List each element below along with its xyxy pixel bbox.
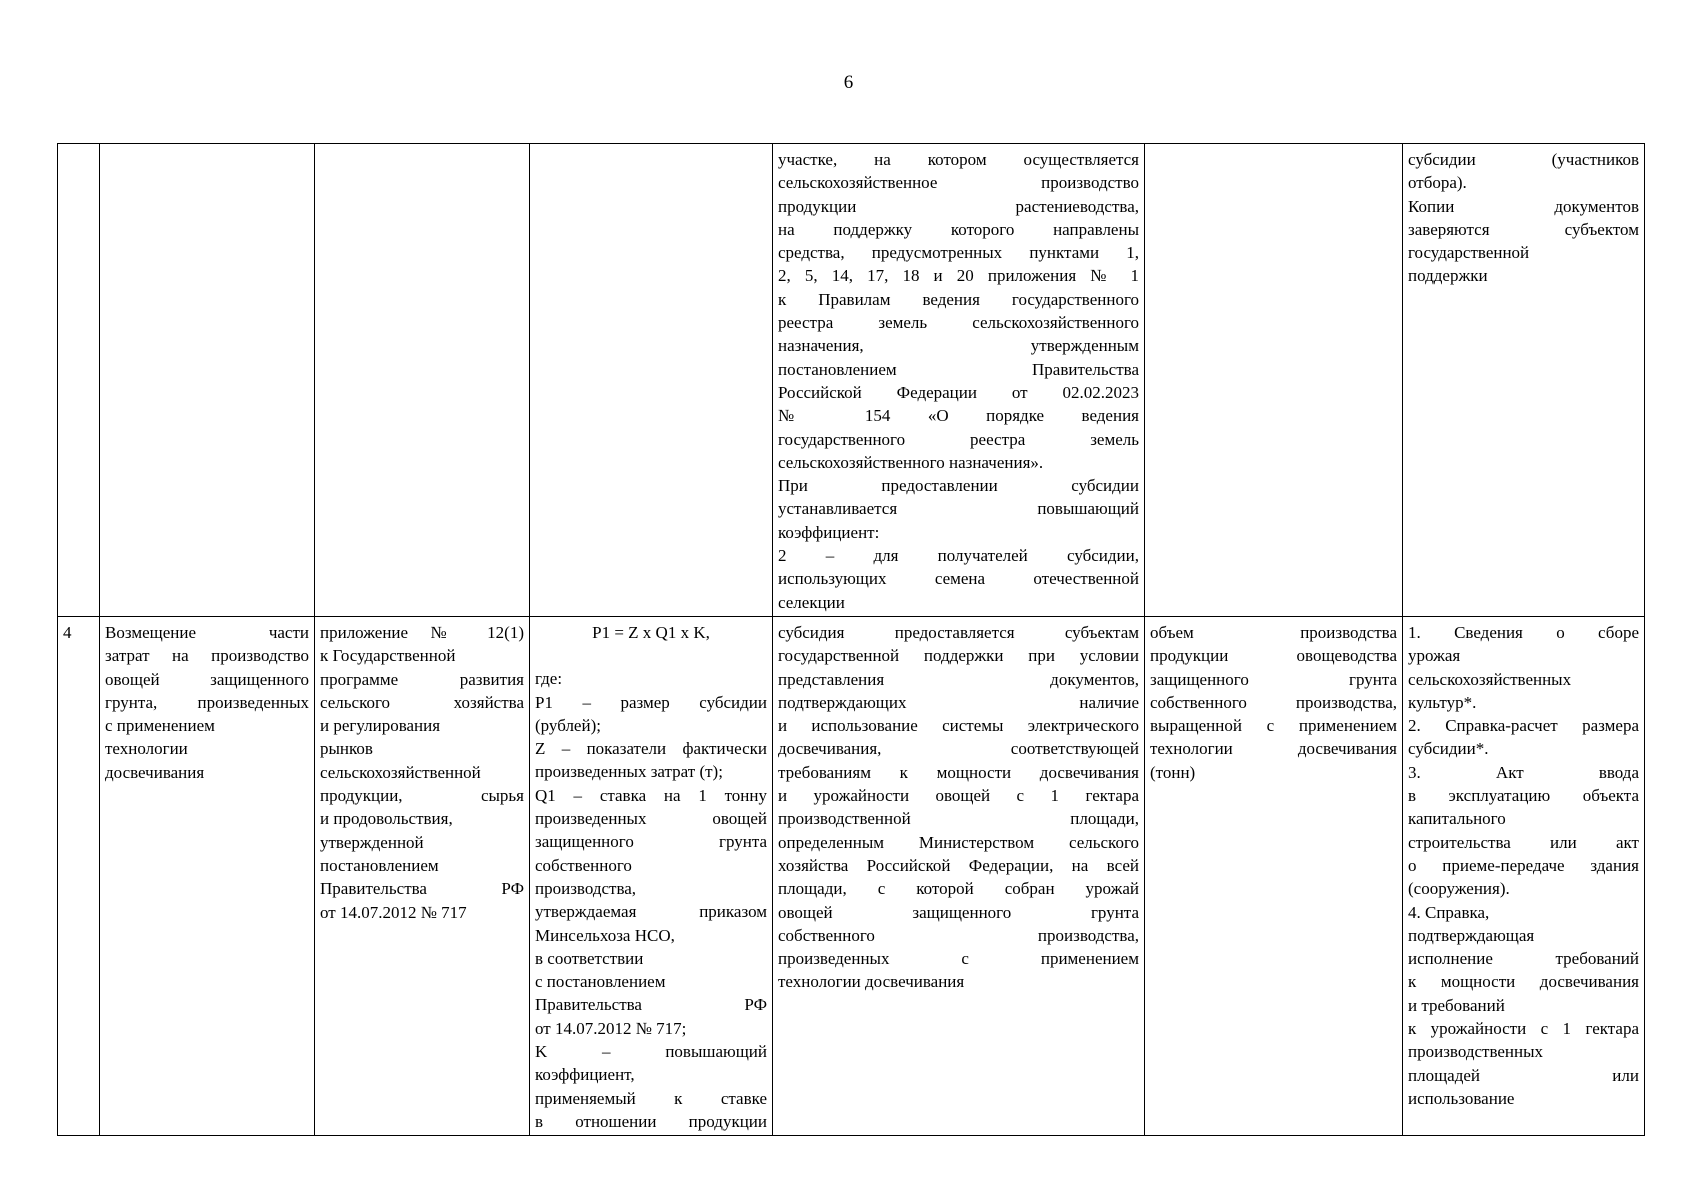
text-line: 1. Сведения о сборе xyxy=(1408,622,1639,642)
text-line: подтверждающих наличие xyxy=(778,692,1139,712)
text-line: (сооружения). xyxy=(1408,879,1510,899)
text-line: Правительства РФ xyxy=(535,995,767,1015)
formula-text: P1 = Z x Q1 x K, xyxy=(592,622,710,642)
text-line: урожая xyxy=(1408,646,1461,666)
text-line: и продовольствия, xyxy=(320,809,453,829)
text-line: строительства или акт xyxy=(1408,832,1639,852)
text-line: Z – показатели фактически xyxy=(535,739,767,759)
text-line: государственного реестра земель xyxy=(778,429,1139,449)
text-line: и использование системы электрического xyxy=(778,716,1139,736)
text-line: 2, 5, 14, 17, 18 и 20 приложения № 1 xyxy=(778,266,1139,286)
text-line: исполнение требований xyxy=(1408,949,1639,969)
text-line: коэффициент: xyxy=(778,522,880,542)
text-line: P1 – размер субсидии xyxy=(535,692,767,712)
text-line: собственного производства, xyxy=(778,925,1139,945)
text-line: K – повышающий xyxy=(535,1041,767,1061)
text-line: участке, на котором осуществляется xyxy=(778,150,1139,169)
text-line: Российской Федерации от 02.02.2023 xyxy=(778,382,1139,402)
text-line: к Правилам ведения государственного xyxy=(778,289,1139,309)
text-line: произведенных овощей xyxy=(535,809,767,829)
text-line: 3. Акт ввода xyxy=(1408,762,1639,782)
text-line: селекции xyxy=(778,592,845,612)
text-line: площади, с которой собран урожай xyxy=(778,879,1139,899)
text-line: (рублей); xyxy=(535,715,601,735)
text-line: Правительства РФ xyxy=(320,879,524,899)
text-line: продукции, сырья xyxy=(320,786,524,806)
text-line: технологии досвечивания xyxy=(778,972,965,992)
cell-basis xyxy=(315,616,530,1135)
text-line: 2. Справка-расчет размера xyxy=(1408,716,1639,736)
text-line: о приеме-передаче здания xyxy=(1408,855,1639,875)
text-line: представления документов, xyxy=(778,669,1139,689)
text-line: затрат на производство xyxy=(105,646,309,666)
text-line: продукции растениеводства, xyxy=(778,196,1139,216)
text-line: защищенного грунта xyxy=(535,832,767,852)
text-line: сельскохозяйственное производство xyxy=(778,173,1139,193)
text-line: продукции овощеводства xyxy=(1150,646,1397,666)
text-line: хозяйства Российской Федерации, на всей xyxy=(778,855,1139,875)
text-line: реестра земель сельскохозяйственного xyxy=(778,313,1139,333)
text-line: в эксплуатацию объекта xyxy=(1408,786,1639,806)
text-line: государственной поддержки при условии xyxy=(778,646,1139,666)
text-line: сельскохозяйственных xyxy=(1408,669,1572,689)
cell-documents xyxy=(1403,144,1645,617)
text-line: и урожайности овощей с 1 гектара xyxy=(778,786,1139,806)
text-line: субсидии*. xyxy=(1408,739,1489,759)
text-line: определенным Министерством сельского xyxy=(778,832,1139,852)
text-line: капитального xyxy=(1408,809,1506,829)
text-line: производства, xyxy=(535,878,637,898)
cell-title xyxy=(100,616,315,1135)
text-line: отбора). xyxy=(1408,173,1467,193)
text-line: коэффициент, xyxy=(535,1065,635,1085)
text-line: утверждаемая приказом xyxy=(535,902,767,922)
text-line: № 154 «О порядке ведения xyxy=(778,406,1139,426)
text-line: на поддержку которого направлены xyxy=(778,219,1139,239)
cell-number-empty xyxy=(58,144,100,617)
text-line: заверяются субъектом xyxy=(1408,219,1639,239)
text-line: в соответствии xyxy=(535,948,644,968)
text-line: культур*. xyxy=(1408,692,1477,712)
text-line: рынков xyxy=(320,739,373,759)
text-line: подтверждающая xyxy=(1408,925,1535,945)
text-line: постановлением Правительства xyxy=(778,359,1139,379)
text-line: Возмещение части xyxy=(105,622,309,642)
text-line: от 14.07.2012 № 717; xyxy=(535,1018,687,1038)
text-line: к Государственной xyxy=(320,646,456,666)
text-line: технологии досвечивания xyxy=(1150,739,1397,759)
text-line: государственной xyxy=(1408,243,1530,263)
page-number: 6 xyxy=(843,72,854,93)
text-line: собственного производства, xyxy=(1150,692,1397,712)
table-row-4 xyxy=(58,616,1645,1135)
text-line: от 14.07.2012 № 717 xyxy=(320,902,467,922)
text-line: грунта, произведенных xyxy=(105,692,309,712)
text-line: и требований xyxy=(1408,995,1505,1015)
text-line: досвечивания, соответствующей xyxy=(778,739,1139,759)
formula-explanation xyxy=(535,667,767,1133)
text-line: применяемый к ставке xyxy=(535,1088,767,1108)
text-line: к мощности досвечивания xyxy=(1408,972,1639,992)
text-line: сельскохозяйственной xyxy=(320,762,481,782)
cell-basis-empty xyxy=(315,144,530,617)
text-line: выращенной с применением xyxy=(1150,716,1397,736)
text-line: к урожайности с 1 гектара xyxy=(1408,1018,1639,1038)
text-line: средства, предусмотренных пунктами 1, xyxy=(778,243,1139,263)
text-line: с постановлением xyxy=(535,972,666,992)
text-line: площадей или xyxy=(1408,1065,1639,1085)
cell-indicator xyxy=(1145,616,1403,1135)
cell-indicator-empty xyxy=(1145,144,1403,617)
text-line: использующих семена отечественной xyxy=(778,569,1139,589)
text-line: где: xyxy=(535,669,563,689)
text-line: (тонн) xyxy=(1150,762,1196,782)
text-line: произведенных затрат (т); xyxy=(535,762,723,782)
text-line: овощей защищенного грунта xyxy=(778,902,1139,922)
text-line: сельскохозяйственного назначения». xyxy=(778,452,1044,472)
text-line: субсидии (участников xyxy=(1408,150,1639,169)
text-line: собственного xyxy=(535,855,632,875)
text-line: сельского хозяйства xyxy=(320,692,524,712)
text-line: использование xyxy=(1408,1088,1515,1108)
text-line: защищенного грунта xyxy=(1150,669,1397,689)
cell-formula xyxy=(530,616,773,1135)
cell-title-empty xyxy=(100,144,315,617)
text-line: технологии xyxy=(105,739,188,759)
text-line: При предоставлении субсидии xyxy=(778,476,1139,496)
text-line: с применением xyxy=(105,716,215,736)
text-line: производственных xyxy=(1408,1042,1544,1062)
text-line: требованиям к мощности досвечивания xyxy=(778,762,1139,782)
text-line: в отношении продукции xyxy=(535,1111,767,1131)
text-line: приложение № 12(1) xyxy=(320,622,524,642)
text-line: назначения, утвержденным xyxy=(778,336,1139,356)
text-line: и регулирования xyxy=(320,716,441,736)
cell-row-number: 4 xyxy=(58,616,100,1135)
text-line: объем производства xyxy=(1150,622,1397,642)
table-row-continued xyxy=(58,144,1645,617)
text-line: устанавливается повышающий xyxy=(778,499,1139,519)
text-line: постановлением xyxy=(320,855,439,875)
text-line: 2 – для получателей субсидии, xyxy=(778,546,1139,566)
text-line: овощей защищенного xyxy=(105,669,309,689)
text-line: утвержденной xyxy=(320,832,424,852)
cell-conditions-row4 xyxy=(773,616,1145,1135)
text-line: поддержки xyxy=(1408,266,1488,286)
text-line: произведенных с применением xyxy=(778,949,1139,969)
subsidy-table xyxy=(57,143,1645,1136)
text-line: досвечивания xyxy=(105,762,205,782)
cell-conditions xyxy=(773,144,1145,617)
text-line: Копии документов xyxy=(1408,196,1639,216)
text-line: программе развития xyxy=(320,669,524,689)
text-line: Минсельхоза НСО, xyxy=(535,925,675,945)
cell-documents-row4 xyxy=(1403,616,1645,1135)
text-line: 4. Справка, xyxy=(1408,902,1490,922)
text-line: производственной площади, xyxy=(778,809,1139,829)
cell-formula-empty xyxy=(530,144,773,617)
text-line: субсидия предоставляется субъектам xyxy=(778,622,1139,642)
text-line: Q1 – ставка на 1 тонну xyxy=(535,785,767,805)
